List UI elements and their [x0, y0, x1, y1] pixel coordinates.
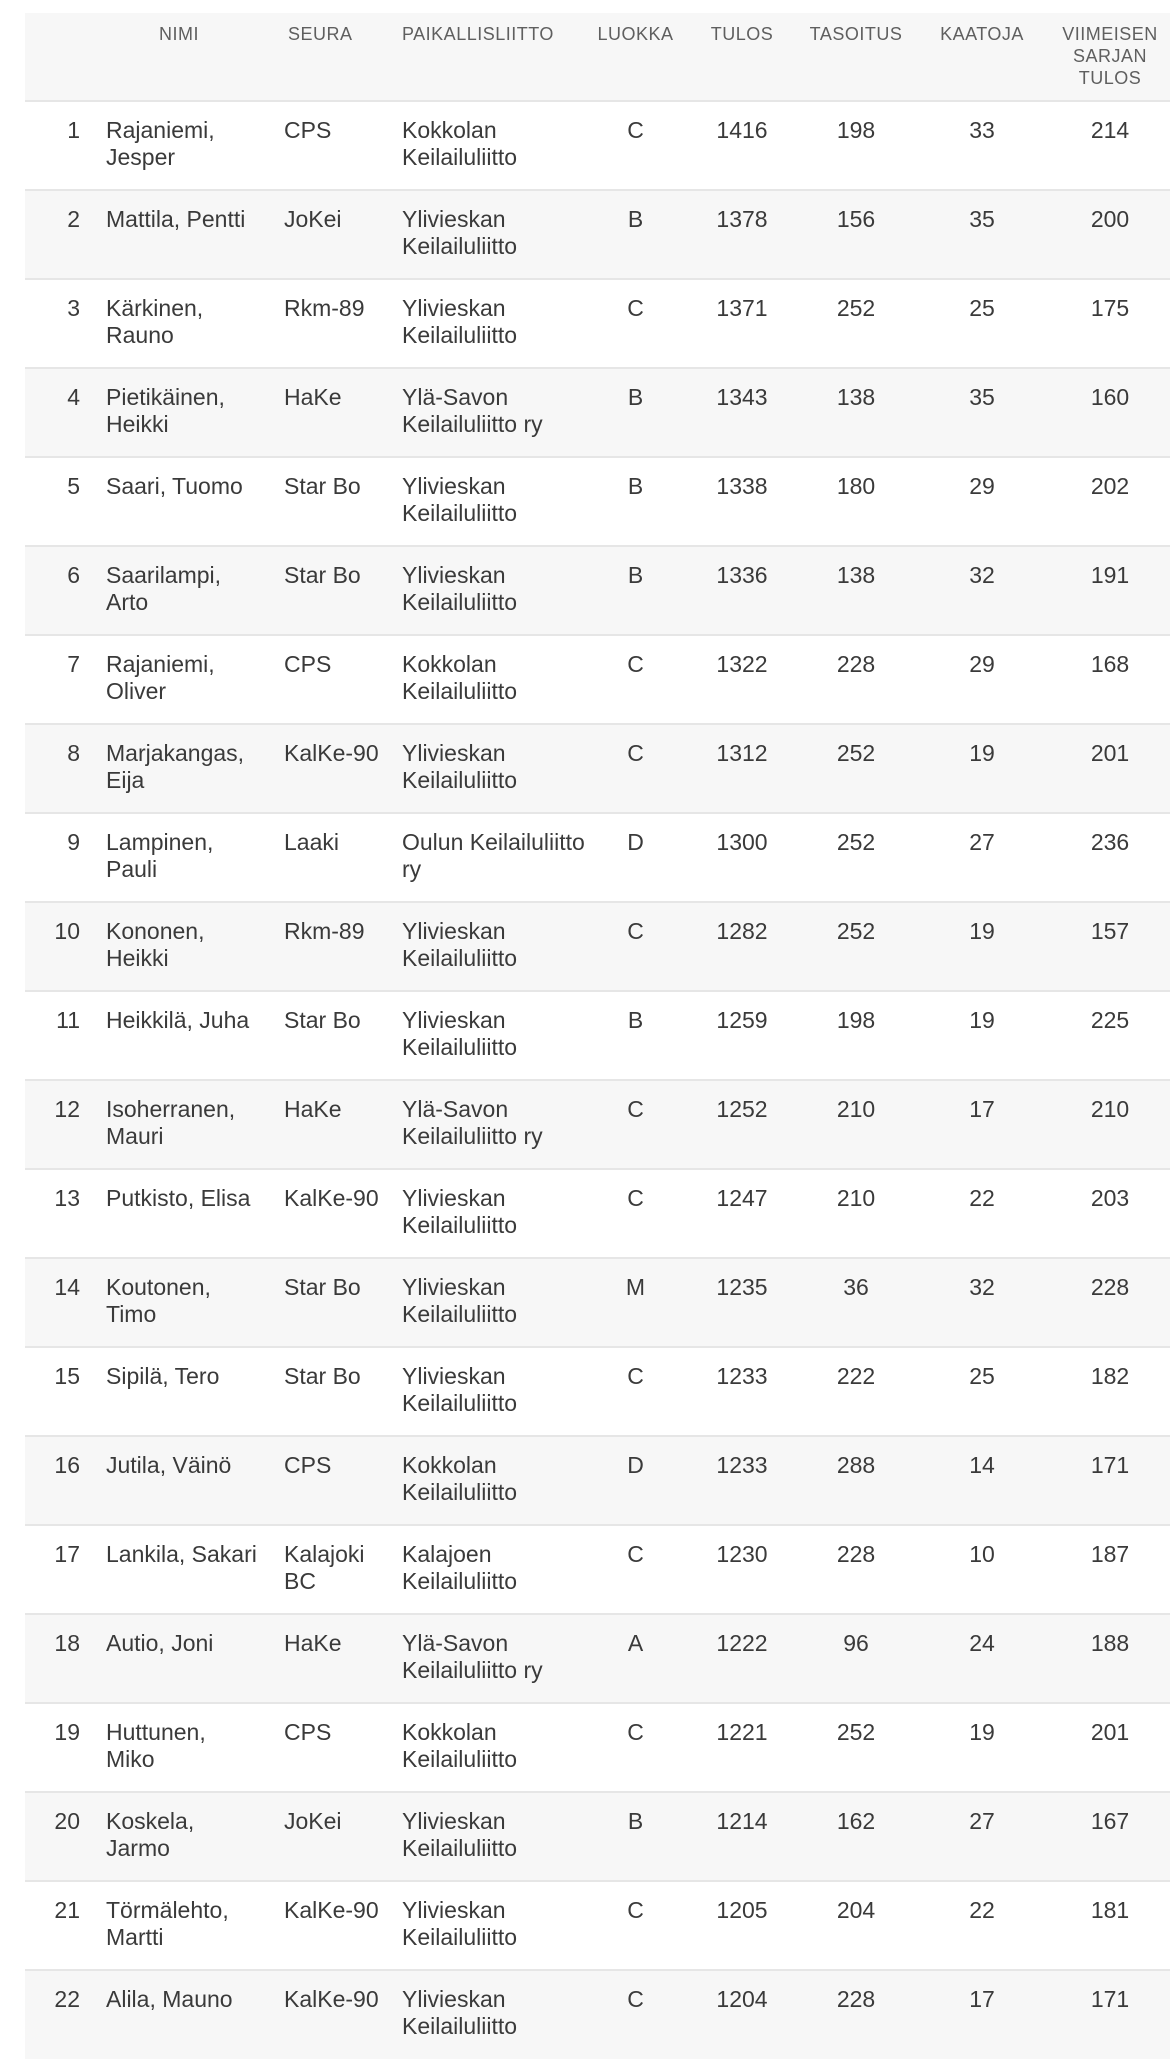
row-class: C	[627, 1096, 644, 1122]
row-result: 1343	[716, 384, 768, 410]
row-result: 1247	[716, 1185, 768, 1211]
row-name: Saarilampi, Arto	[106, 562, 222, 615]
row-association: Ylä-Savon Keilailuliitto ry	[402, 1096, 543, 1149]
row-result: 1233	[716, 1363, 768, 1389]
row-name: Sipilä, Tero	[106, 1363, 220, 1389]
row-club: HaKe	[284, 1096, 342, 1122]
row-rank: 6	[67, 562, 80, 588]
row-association: Ylivieskan Keilailuliitto	[402, 562, 518, 615]
row-club: CPS	[284, 651, 332, 677]
row-strikes: 33	[969, 117, 995, 143]
row-result: 1214	[716, 1808, 768, 1834]
row-rank: 20	[54, 1808, 80, 1834]
row-association: Oulun Keilailuliitto ry	[402, 829, 585, 882]
row-club: Star Bo	[284, 562, 361, 588]
row-last-series: 181	[1090, 1897, 1130, 1923]
row-name: Putkisto, Elisa	[106, 1185, 251, 1211]
row-class: A	[627, 1630, 644, 1656]
row-class: C	[627, 1541, 644, 1567]
row-result: 1378	[716, 206, 768, 232]
row-club: JoKei	[284, 1808, 342, 1834]
row-club: KalKe-90	[284, 1185, 379, 1211]
row-rank: 22	[54, 1986, 80, 2012]
row-club: Star Bo	[284, 1363, 361, 1389]
row-class: B	[627, 562, 644, 588]
table-row	[25, 368, 1170, 457]
table-body	[25, 101, 1170, 2059]
row-class: C	[627, 651, 644, 677]
row-last-series: 225	[1090, 1007, 1130, 1033]
row-handicap: 222	[836, 1363, 876, 1389]
row-last-series: 175	[1090, 295, 1130, 321]
row-club: CPS	[284, 1719, 332, 1745]
row-rank: 4	[67, 384, 80, 410]
row-association: Ylivieskan Keilailuliitto	[402, 295, 518, 348]
row-club: CPS	[284, 117, 332, 143]
table-row	[25, 813, 1170, 902]
row-club: HaKe	[284, 384, 342, 410]
header-strikes[interactable]: KAATOJA	[940, 24, 1024, 44]
row-association: Ylivieskan Keilailuliitto	[402, 918, 518, 971]
row-strikes: 10	[969, 1541, 995, 1567]
row-club: KalKe-90	[284, 740, 379, 766]
row-strikes: 25	[969, 295, 995, 321]
row-handicap: 204	[836, 1897, 876, 1923]
row-club: CPS	[284, 1452, 332, 1478]
row-strikes: 17	[969, 1986, 995, 2012]
row-name: Törmälehto, Martti	[106, 1897, 229, 1950]
row-club: Kalajoki BC	[284, 1541, 365, 1594]
row-handicap: 228	[836, 1541, 876, 1567]
row-rank: 2	[67, 206, 80, 232]
row-association: Kokkolan Keilailuliitto	[402, 1719, 518, 1772]
row-result: 1259	[716, 1007, 768, 1033]
row-handicap: 288	[836, 1452, 876, 1478]
row-strikes: 19	[969, 1719, 995, 1745]
row-name: Kononen, Heikki	[106, 918, 205, 971]
row-handicap: 252	[836, 1719, 876, 1745]
table-row	[25, 457, 1170, 546]
table-row	[25, 279, 1170, 368]
row-rank: 3	[67, 295, 80, 321]
header-name[interactable]: NIMI	[159, 24, 199, 44]
table-row	[25, 1525, 1170, 1614]
row-handicap: 156	[836, 206, 876, 232]
row-association: Ylivieskan Keilailuliitto	[402, 1007, 518, 1060]
row-club: HaKe	[284, 1630, 342, 1656]
row-rank: 5	[67, 473, 80, 499]
row-handicap: 36	[843, 1274, 869, 1300]
row-association: Kokkolan Keilailuliitto	[402, 1452, 518, 1505]
row-rank: 7	[67, 651, 80, 677]
table-header-row	[25, 13, 1170, 101]
row-strikes: 32	[969, 562, 995, 588]
row-strikes: 27	[969, 829, 995, 855]
row-rank: 12	[54, 1096, 80, 1122]
row-club: Rkm-89	[284, 918, 365, 944]
row-result: 1205	[716, 1897, 768, 1923]
row-strikes: 29	[969, 473, 995, 499]
row-association: Kalajoen Keilailuliitto	[402, 1541, 518, 1594]
row-class: M	[625, 1274, 646, 1300]
row-last-series: 236	[1090, 829, 1130, 855]
row-handicap: 228	[836, 1986, 876, 2012]
table-row	[25, 724, 1170, 813]
row-strikes: 22	[969, 1185, 995, 1211]
row-handicap: 252	[836, 918, 876, 944]
row-last-series: 187	[1090, 1541, 1130, 1567]
row-class: D	[627, 1452, 644, 1478]
table-row	[25, 1347, 1170, 1436]
row-name: Jutila, Väinö	[106, 1452, 232, 1478]
row-last-series: 200	[1090, 206, 1130, 232]
row-result: 1282	[716, 918, 768, 944]
row-name: Autio, Joni	[106, 1630, 214, 1656]
header-result[interactable]: TULOS	[710, 24, 774, 44]
row-last-series: 201	[1090, 1719, 1130, 1745]
table-row	[25, 1436, 1170, 1525]
row-result: 1222	[716, 1630, 768, 1656]
row-result: 1416	[716, 117, 768, 143]
row-strikes: 19	[969, 918, 995, 944]
row-association: Ylivieskan Keilailuliitto	[402, 1363, 518, 1416]
row-rank: 13	[54, 1185, 80, 1211]
row-association: Ylivieskan Keilailuliitto	[402, 1274, 518, 1327]
row-name: Pietikäinen, Heikki	[106, 384, 225, 437]
row-last-series: 160	[1090, 384, 1130, 410]
row-handicap: 210	[836, 1185, 876, 1211]
row-last-series: 210	[1090, 1096, 1130, 1122]
row-name: Lampinen, Pauli	[106, 829, 214, 882]
table-row	[25, 190, 1170, 279]
row-strikes: 35	[969, 384, 995, 410]
row-name: Lankila, Sakari	[106, 1541, 257, 1567]
row-strikes: 19	[969, 1007, 995, 1033]
table-row	[25, 101, 1170, 190]
row-club: Star Bo	[284, 1274, 361, 1300]
table-row	[25, 1703, 1170, 1792]
row-association: Kokkolan Keilailuliitto	[402, 117, 518, 170]
row-rank: 11	[56, 1007, 80, 1033]
row-last-series: 191	[1090, 562, 1130, 588]
row-class: C	[627, 295, 644, 321]
row-last-series: 171	[1090, 1452, 1130, 1478]
table-row	[25, 1169, 1170, 1258]
row-club: Laaki	[284, 829, 339, 855]
table-row	[25, 1080, 1170, 1169]
row-rank: 19	[54, 1719, 80, 1745]
row-rank: 9	[67, 829, 80, 855]
table-row	[25, 1258, 1170, 1347]
table-row	[25, 635, 1170, 724]
row-rank: 8	[67, 740, 80, 766]
row-strikes: 27	[969, 1808, 995, 1834]
row-rank: 15	[54, 1363, 80, 1389]
row-handicap: 162	[836, 1808, 876, 1834]
row-strikes: 25	[969, 1363, 995, 1389]
row-last-series: 167	[1090, 1808, 1130, 1834]
row-handicap: 228	[836, 651, 876, 677]
row-name: Marjakangas, Eija	[106, 740, 245, 793]
row-last-series: 157	[1090, 918, 1130, 944]
row-last-series: 203	[1090, 1185, 1130, 1211]
row-name: Saari, Tuomo	[106, 473, 243, 499]
row-result: 1371	[716, 295, 768, 321]
row-handicap: 252	[836, 829, 876, 855]
row-handicap: 198	[836, 1007, 876, 1033]
row-class: C	[627, 918, 644, 944]
table-row	[25, 1881, 1170, 1970]
table-row	[25, 991, 1170, 1080]
row-class: C	[627, 1897, 644, 1923]
row-rank: 1	[67, 117, 80, 143]
row-name: Kärkinen, Rauno	[106, 295, 204, 348]
row-strikes: 29	[969, 651, 995, 677]
row-result: 1252	[716, 1096, 768, 1122]
row-strikes: 17	[969, 1096, 995, 1122]
row-handicap: 138	[836, 562, 876, 588]
row-strikes: 22	[969, 1897, 995, 1923]
row-rank: 14	[54, 1274, 80, 1300]
row-club: JoKei	[284, 206, 342, 232]
row-handicap: 138	[836, 384, 876, 410]
row-class: C	[627, 740, 644, 766]
row-association: Ylä-Savon Keilailuliitto ry	[402, 1630, 543, 1683]
row-strikes: 35	[969, 206, 995, 232]
row-name: Heikkilä, Juha	[106, 1007, 250, 1033]
row-name: Rajaniemi, Jesper	[106, 117, 215, 170]
row-rank: 10	[54, 918, 80, 944]
row-name: Alila, Mauno	[106, 1986, 233, 2012]
row-handicap: 252	[836, 740, 876, 766]
row-class: B	[627, 473, 644, 499]
row-result: 1230	[716, 1541, 768, 1567]
row-handicap: 180	[836, 473, 876, 499]
row-result: 1312	[716, 740, 768, 766]
row-association: Kokkolan Keilailuliitto	[402, 651, 518, 704]
row-class: D	[627, 829, 644, 855]
row-name: Koutonen, Timo	[106, 1274, 211, 1327]
row-last-series: 228	[1090, 1274, 1130, 1300]
row-result: 1322	[716, 651, 768, 677]
row-strikes: 32	[969, 1274, 995, 1300]
row-last-series: 171	[1090, 1986, 1130, 2012]
row-association: Ylivieskan Keilailuliitto	[402, 1986, 518, 2039]
row-result: 1233	[716, 1452, 768, 1478]
row-rank: 17	[54, 1541, 80, 1567]
row-result: 1300	[716, 829, 768, 855]
row-last-series: 188	[1090, 1630, 1130, 1656]
row-name: Isoherranen, Mauri	[106, 1096, 236, 1149]
header-association[interactable]: PAIKALLISLIITTO	[402, 24, 554, 44]
row-class: C	[627, 1363, 644, 1389]
row-result: 1235	[716, 1274, 768, 1300]
row-last-series: 201	[1090, 740, 1130, 766]
table-row	[25, 546, 1170, 635]
row-result: 1221	[716, 1719, 768, 1745]
row-association: Ylä-Savon Keilailuliitto ry	[402, 384, 543, 437]
row-association: Ylivieskan Keilailuliitto	[402, 206, 518, 259]
row-club: Rkm-89	[284, 295, 365, 321]
row-handicap: 198	[836, 117, 876, 143]
row-association: Ylivieskan Keilailuliitto	[402, 1185, 518, 1238]
row-result: 1338	[716, 473, 768, 499]
row-association: Ylivieskan Keilailuliitto	[402, 740, 518, 793]
row-class: C	[627, 1185, 644, 1211]
header-class[interactable]: LUOKKA	[597, 24, 674, 44]
row-association: Ylivieskan Keilailuliitto	[402, 1897, 518, 1950]
row-rank: 21	[54, 1897, 80, 1923]
table-row	[25, 902, 1170, 991]
row-handicap: 252	[836, 295, 876, 321]
row-class: C	[627, 117, 644, 143]
row-last-series: 168	[1090, 651, 1130, 677]
table-row	[25, 1614, 1170, 1703]
row-club: KalKe-90	[284, 1986, 379, 2012]
row-class: B	[627, 1808, 644, 1834]
row-class: B	[627, 1007, 644, 1033]
row-club: Star Bo	[284, 473, 361, 499]
row-handicap: 96	[843, 1630, 869, 1656]
row-name: Mattila, Pentti	[106, 206, 246, 232]
row-rank: 16	[54, 1452, 80, 1478]
results-table	[25, 13, 1170, 2059]
row-strikes: 24	[969, 1630, 995, 1656]
header-handicap[interactable]: TASOITUS	[809, 24, 903, 44]
row-last-series: 182	[1090, 1363, 1130, 1389]
table-row	[25, 1792, 1170, 1881]
row-strikes: 14	[969, 1452, 995, 1478]
row-last-series: 202	[1090, 473, 1130, 499]
row-class: B	[627, 206, 644, 232]
row-result: 1336	[716, 562, 768, 588]
row-rank: 18	[54, 1630, 80, 1656]
row-class: C	[627, 1986, 644, 2012]
row-club: KalKe-90	[284, 1897, 379, 1923]
header-club[interactable]: SEURA	[288, 24, 353, 44]
row-result: 1204	[716, 1986, 768, 2012]
header-last-series[interactable]: VIIMEISEN SARJAN TULOS	[1062, 24, 1158, 88]
table-row	[25, 1970, 1170, 2059]
row-handicap: 210	[836, 1096, 876, 1122]
row-class: B	[627, 384, 644, 410]
row-name: Huttunen, Miko	[106, 1719, 206, 1772]
row-club: Star Bo	[284, 1007, 361, 1033]
row-strikes: 19	[969, 740, 995, 766]
row-last-series: 214	[1090, 117, 1130, 143]
row-class: C	[627, 1719, 644, 1745]
row-name: Rajaniemi, Oliver	[106, 651, 215, 704]
row-association: Ylivieskan Keilailuliitto	[402, 1808, 518, 1861]
row-name: Koskela, Jarmo	[106, 1808, 195, 1861]
row-association: Ylivieskan Keilailuliitto	[402, 473, 518, 526]
header-rank	[25, 13, 90, 101]
